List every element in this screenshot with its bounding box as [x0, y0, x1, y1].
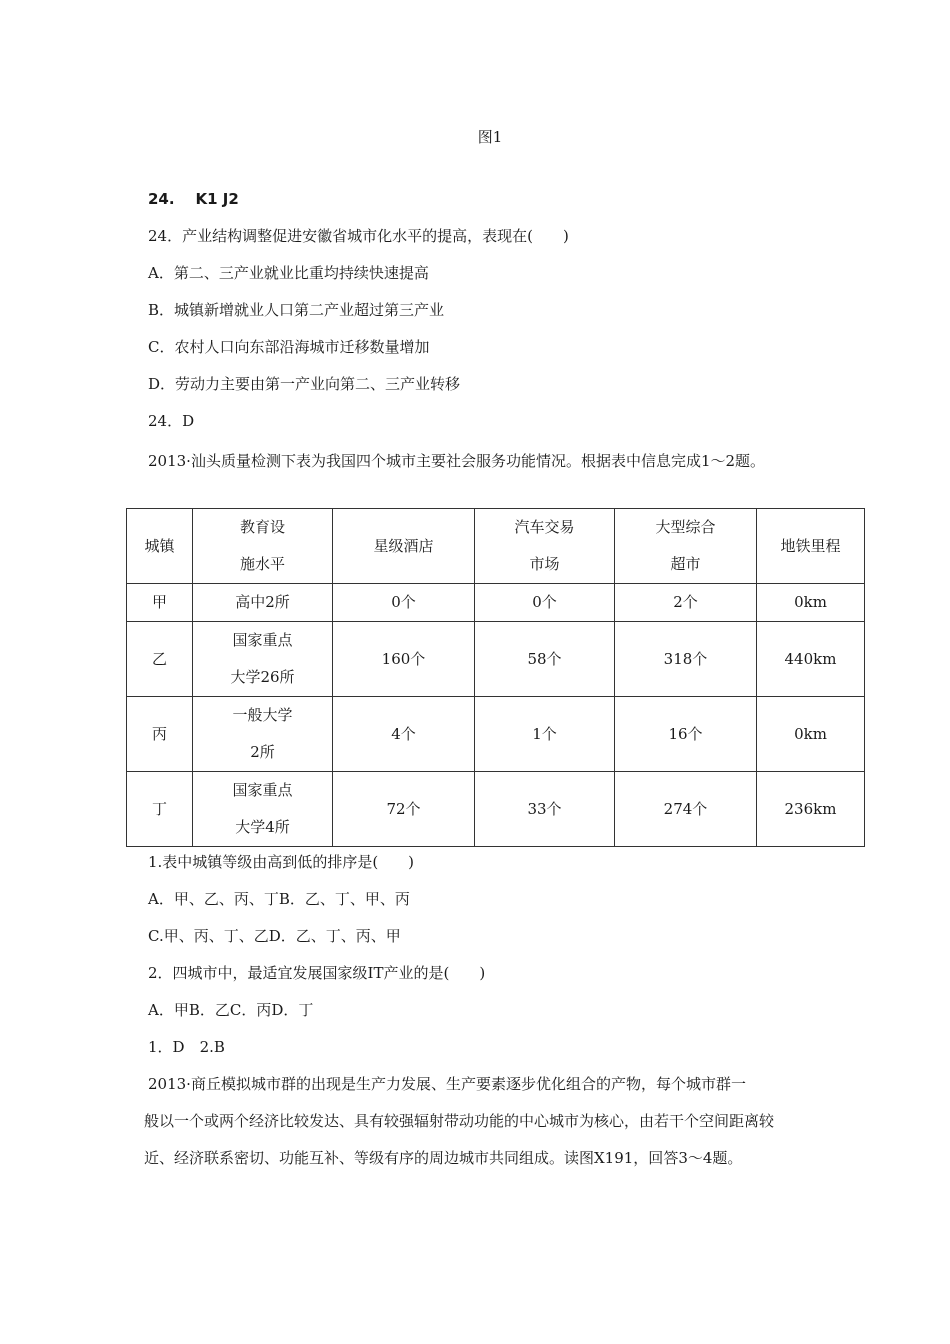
cell-hotel: 72个: [333, 772, 475, 847]
question-2-stem: 2．四城市中，最适宜发展国家级IT产业的是( ): [148, 964, 486, 982]
intro-line-3: 近、经济联系密切、功能互补、等级有序的周边城市共同组成。读图X191，回答3～4题。: [144, 1149, 743, 1167]
question-24-stem: 24．产业结构调整促进安徽省城市化水平的提高，表现在( ): [148, 227, 569, 245]
cell-metro: 440km: [757, 622, 865, 697]
cell-town: 甲: [127, 584, 193, 622]
cell-car-market: 58个: [475, 622, 615, 697]
table-row: [127, 697, 865, 772]
table-row: [127, 622, 865, 697]
question-24-option-d: D．劳动力主要由第一产业向第二、三产业转移: [148, 375, 461, 393]
city-services-table: [126, 508, 865, 847]
header-town: 城镇: [127, 509, 193, 584]
table-intro: 2013·汕头质量检测下表为我国四个城市主要社会服务功能情况。根据表中信息完成1～2题。: [148, 452, 766, 470]
answers-1-2: 1．D 2.B: [148, 1038, 225, 1056]
question-tag: [148, 189, 239, 209]
table-row: [127, 772, 865, 847]
cell-education: 一般大学 2所: [193, 697, 333, 772]
city-cluster-intro: [144, 1066, 842, 1177]
cell-education: 国家重点 大学4所: [193, 772, 333, 847]
header-supermarket: 大型综合 超市: [615, 509, 757, 584]
cell-car-market: 1个: [475, 697, 615, 772]
cell-metro: 0km: [757, 697, 865, 772]
question-tag-code: K1 J2: [195, 190, 239, 208]
header-metro: 地铁里程: [757, 509, 865, 584]
intro-line-1: 2013·商丘模拟城市群的出现是生产力发展、生产要素逐步优化组合的产物，每个城市群一: [148, 1075, 746, 1093]
cell-hotel: 0个: [333, 584, 475, 622]
question-24-option-c: C．农村人口向东部沿海城市迁移数量增加: [148, 338, 430, 356]
cell-hotel: 160个: [333, 622, 475, 697]
header-hotel: 星级酒店: [333, 509, 475, 584]
table-row: [127, 584, 865, 622]
cell-car-market: 0个: [475, 584, 615, 622]
cell-town: 丙: [127, 697, 193, 772]
cell-car-market: 33个: [475, 772, 615, 847]
cell-supermarket: 16个: [615, 697, 757, 772]
cell-metro: 236km: [757, 772, 865, 847]
cell-town: 丁: [127, 772, 193, 847]
cell-supermarket: 2个: [615, 584, 757, 622]
cell-hotel: 4个: [333, 697, 475, 772]
cell-supermarket: 274个: [615, 772, 757, 847]
cell-education: 高中2所: [193, 584, 333, 622]
question-1-options-ab: A．甲、乙、丙、丁B．乙、丁、甲、丙: [148, 890, 410, 908]
table-header-row: [127, 509, 865, 584]
cell-town: 乙: [127, 622, 193, 697]
question-1-stem: 1.表中城镇等级由高到低的排序是( ): [148, 853, 415, 871]
question-24-option-b: B．城镇新增就业人口第二产业超过第三产业: [148, 301, 445, 319]
cell-supermarket: 318个: [615, 622, 757, 697]
header-education: 教育设 施水平: [193, 509, 333, 584]
header-car-market: 汽车交易 市场: [475, 509, 615, 584]
question-24-option-a: A．第二、三产业就业比重均持续快速提高: [148, 264, 429, 282]
intro-line-2: 般以一个或两个经济比较发达、具有较强辐射带动功能的中心城市为核心，由若干个空间距离较: [144, 1112, 775, 1130]
question-tag-number: 24.: [148, 190, 175, 208]
cell-metro: 0km: [757, 584, 865, 622]
figure-caption: 图1: [477, 128, 503, 146]
question-24-answer: 24．D: [148, 412, 195, 430]
cell-education: 国家重点 大学26所: [193, 622, 333, 697]
question-1-options-cd: C.甲、丙、丁、乙D．乙、丁、丙、甲: [148, 927, 401, 945]
question-2-options: A．甲B．乙C．丙D．丁: [148, 1001, 314, 1019]
